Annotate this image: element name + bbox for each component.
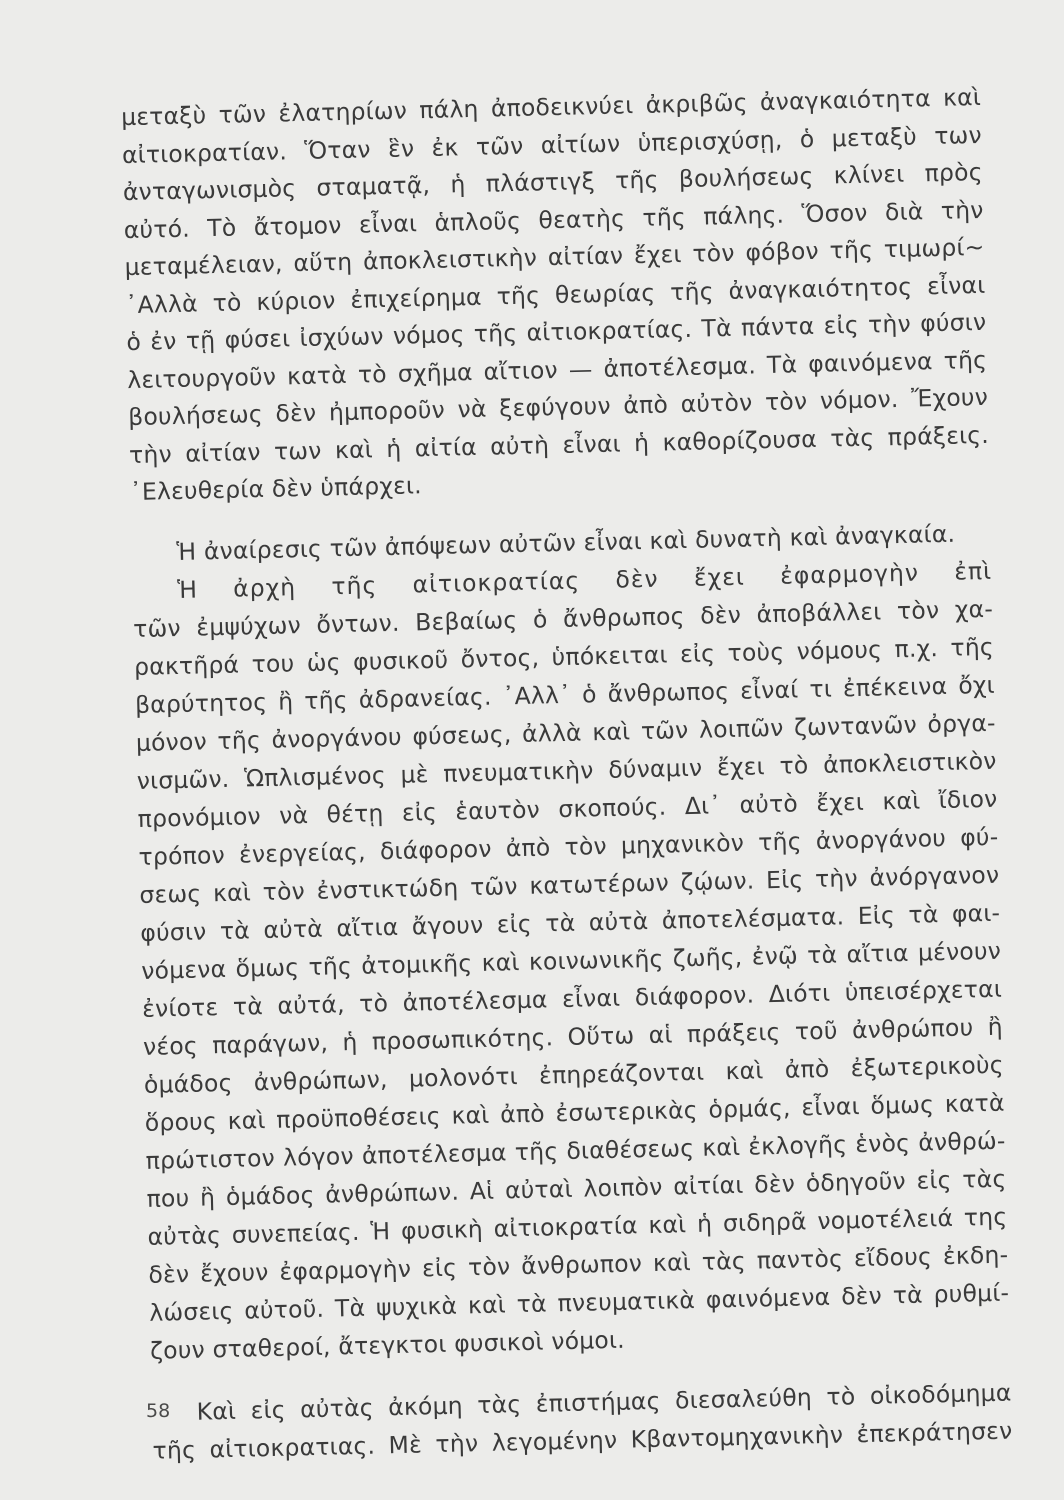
page-number: 58 [146, 1400, 171, 1422]
text-line: ᾿Αλλὰ τὸ κύριον ἐπιχείρημα τῆς θεωρίας τῆς ἀναγκαιότητος εἶναι [125, 270, 986, 320]
text-line: ὁ ἐν τῇ φύσει ἰσχύων νόμος τῆς αἰτιοκρατίας. Τὰ πάντα εἰς τὴν φύσιν [126, 307, 987, 357]
paragraph-first-line: Ἡ ἀναίρεσις τῶν ἀπόψεων αὐτῶν εἶναι καὶ δυνατὴ καὶ ἀναγκαία. [176, 519, 956, 566]
text-line: προνόμιον νὰ θέτῃ εἰς ἑαυτὸν σκοπούς. Δι᾿ αὐτὸ ἔχει καὶ ἴδιον [137, 784, 998, 833]
text-line: μεταμέλειαν, αὕτη ἀποκλειστικὴν αἰτίαν ἔχει τὸν φόβον τῆς τιμωρί~ [124, 232, 985, 282]
text-line: ζουν σταθεροί, ἄτεγκτοι φυσικοὶ νόμοι. [149, 1325, 626, 1365]
text-line: ὅρους καὶ προϋποθέσεις καὶ ἀπὸ ἐσωτερικὰς ὁρμάς, εἶναι ὅμως κατὰ [144, 1088, 1005, 1137]
text-line: λώσεις αὐτοῦ. Τὰ ψυχικὰ καὶ τὰ πνευματικὰ φαινόμενα δὲν τὰ ρυθμί- [148, 1278, 1010, 1327]
text-line: μόνον τῆς ἀνοργάνου φύσεως, ἀλλὰ καὶ τῶν λοιπῶν ζωντανῶν ὀργα- [135, 708, 996, 757]
text-line: τῶν ἐμψύχων ὄντων. Βεβαίως ὁ ἄνθρωπος δὲν ἀποβάλλει τὸν χα- [132, 594, 994, 644]
text-line: αἰτιοκρατίαν. Ὅταν ἓν ἐκ τῶν αἰτίων ὑπερισχύσῃ, ὁ μεταξὺ των [121, 120, 983, 170]
text-line: λειτουργοῦν κατὰ τὸ σχῆμα αἴτιον — ἀποτέλεσμα. Τὰ φαινόμενα τῆς [127, 345, 988, 395]
text-line: ἀνταγωνισμὸς σταματᾷ, ἡ πλάστιγξ τῆς βουλήσεως κλίνει πρὸς [122, 157, 984, 207]
text-line: αὐτό. Τὸ ἄτομον εἶναι ἁπλοῦς θεατὴς τῆς πάλης. Ὅσον διὰ τὴν [123, 195, 984, 245]
text-line: ὁμάδος ἀνθρώπων, μολονότι ἐπηρεάζονται καὶ ἀπὸ ἐξωτερικοὺς [143, 1050, 1005, 1099]
text-line: ρακτῆρά του ὡς φυσικοῦ ὄντος, ὑπόκειται εἰς τοὺς νόμους π.χ. τῆς [133, 632, 995, 682]
text-line: βουλήσεως δὲν ἠμποροῦν νὰ ξεφύγουν ἀπὸ αὐτὸν τὸν νόμον. Ἔχουν [127, 382, 989, 432]
text-line: που ἢ ὁμάδος ἀνθρώπων. Αἱ αὐταὶ λοιπὸν αἰτίαι δὲν ὁδηγοῦν εἰς τὰς [146, 1164, 1007, 1213]
text-line: τρόπον ἐνεργείας, διάφορον ἀπὸ τὸν μηχανικὸν τῆς ἀνοργάνου φύ- [138, 822, 999, 871]
text-line: νόμενα ὅμως τῆς ἀτομικῆς καὶ κοινωνικῆς ζωῆς, ἐνῷ τὰ αἴτια μένουν [140, 936, 1002, 985]
text-line: αὐτὰς συνεπείας. Ἡ φυσικὴ αἰτιοκρατία καὶ ἡ σιδηρᾶ νομοτέλειά της [147, 1202, 1008, 1251]
text-line: μεταξὺ τῶν ἐλατηρίων πάλη ἀποδεικνύει ἀκριβῶς ἀναγκαιότητα καὶ [120, 82, 982, 132]
text-line: τῆς αἰτιοκρατιας. Μὲ τὴν λεγομένην Κβαντομηχανικὴν ἐπεκράτησεν [152, 1416, 1013, 1465]
text-line: φύσιν τὰ αὐτὰ αἴτια ἄγουν εἰς τὰ αὐτὰ ἀποτελέσματα. Εἰς τὰ φαι- [140, 898, 1001, 947]
text-line: δὲν ἔχουν ἐφαρμογὴν εἰς τὸν ἄνθρωπον καὶ τὰς παντὸς εἴδους ἐκδη- [148, 1240, 1009, 1289]
text-line: πρώτιστον λόγον ἀποτέλεσμα τῆς διαθέσεως καὶ ἐκλογῆς ἑνὸς ἀνθρώ- [145, 1126, 1006, 1175]
paragraph-first-line: Καὶ εἰς αὐτὰς ἀκόμη τὰς ἐπιστήμας διεσαλεύθη τὸ οἰκοδόμημα [196, 1378, 1012, 1426]
text-line: σεως καὶ τὸν ἐνστικτώδη τῶν κατωτέρων ζῴων. Εἰς τὴν ἀνόργανον [139, 860, 1000, 909]
text-line: βαρύτητος ἢ τῆς ἀδρανείας. ᾿Αλλ᾿ ὁ ἄνθρωπος εἶναί τι ἐπέκεινα ὄχι [134, 670, 996, 720]
text-line: ᾿Ελευθερία δὲν ὑπάρχει. [129, 471, 423, 507]
text-line: ἐνίοτε τὰ αὐτά, τὸ ἀποτέλεσμα εἶναι διάφορον. Διότι ὑπεισέρχεται [141, 974, 1003, 1023]
text-line: νισμῶν. Ὡπλισμένος μὲ πνευματικὴν δύναμιν ἔχει τὸ ἀποκλειστικὸν [136, 746, 997, 795]
text-line: τὴν αἰτίαν των καὶ ἡ αἰτία αὐτὴ εἶναι ἡ καθορίζουσα τὰς πράξεις. [128, 420, 990, 470]
text-line: Ἡ ἀρχὴ τῆς αἰτιοκρατίας δὲν ἔχει ἐφαρμογὴν ἐπὶ [176, 556, 993, 604]
text-line: νέος παράγων, ἡ προσωπικότης. Οὕτω αἱ πράξεις τοῦ ἀνθρώπου ἢ [142, 1012, 1004, 1061]
